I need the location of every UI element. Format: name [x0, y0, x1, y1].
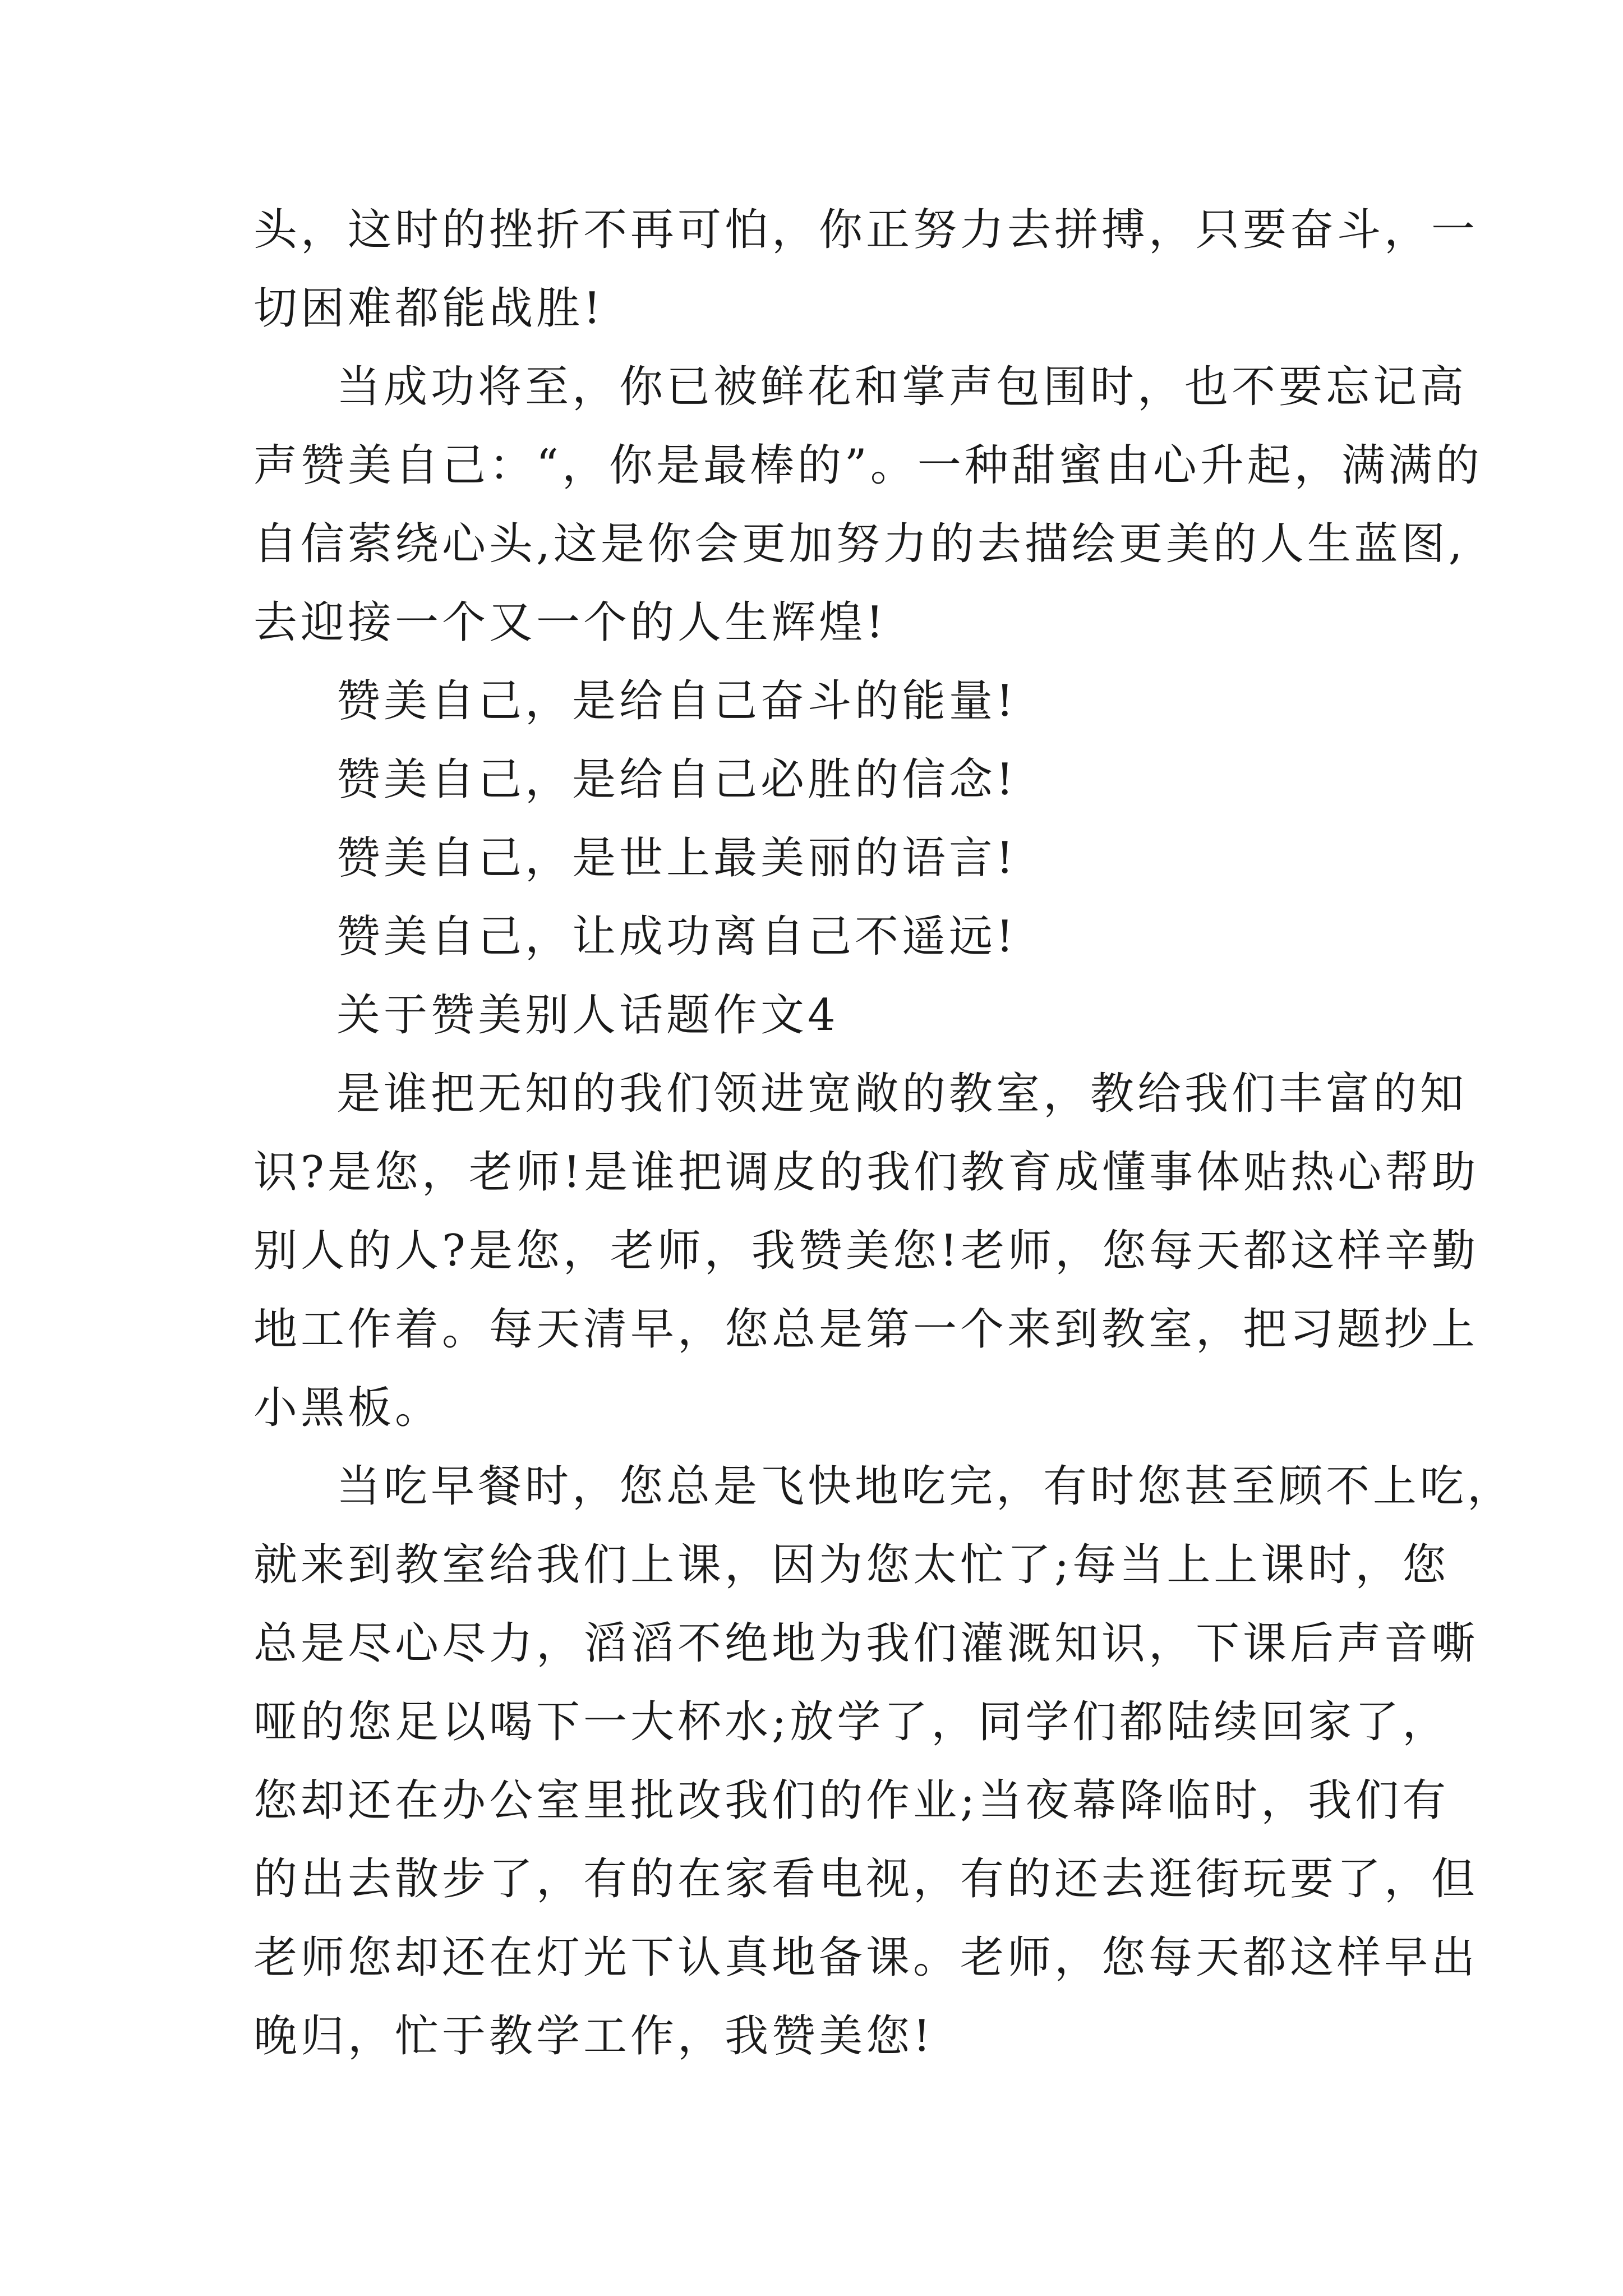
text-line: 小黑板。 [253, 1383, 442, 1433]
paragraph-first-line: 是谁把无知的我们领进宽敞的教室，教给我们丰富的知 [336, 1069, 1468, 1119]
text-line: 地工作着。每天清早，您总是第一个来到教室，把习题抄上 [253, 1304, 1479, 1355]
paragraph-first-line: 赞美自己，是给自己必胜的信念! [336, 754, 1017, 805]
paragraph-first-line: 赞美自己，是世上最美丽的语言! [336, 833, 1017, 884]
paragraph-first-line: 当成功将至，你已被鲜花和掌声包围时，也不要忘记高 [336, 362, 1468, 412]
paragraph-first-line: 当吃早餐时，您总是飞快地吃完，有时您甚至顾不上吃， [336, 1461, 1515, 1512]
text-line: 别人的人?是您，老师，我赞美您!老师，您每天都这样辛勤 [253, 1226, 1479, 1276]
text-line: 头，这时的挫折不再可怕，你正努力去拼搏，只要奋斗，一 [253, 205, 1479, 255]
text-line: 切困难都能战胜! [253, 283, 605, 334]
paragraph-first-line: 赞美自己，是给自己奋斗的能量! [336, 676, 1017, 726]
text-line: 自信萦绕心头,这是你会更加努力的去描绘更美的人生蓝图, [253, 519, 1466, 569]
text-line: 您却还在办公室里批改我们的作业;当夜幕降临时，我们有 [253, 1775, 1450, 1826]
text-line: 哑的您足以喝下一大杯水;放学了，同学们都陆续回家了， [253, 1697, 1450, 1747]
text-line: 声赞美自己：“，你是最棒的”。一种甜蜜由心升起，满满的 [253, 440, 1483, 491]
text-line: 识?是您，老师!是谁把调皮的我们教育成懂事体贴热心帮助 [253, 1147, 1479, 1198]
text-line: 就来到教室给我们上课，因为您太忙了;每当上上课时，您 [253, 1540, 1450, 1590]
text-line: 老师您却还在灯光下认真地备课。老师，您每天都这样早出 [253, 1932, 1479, 1983]
text-line: 总是尽心尽力，滔滔不绝地为我们灌溉知识，下课后声音嘶 [253, 1618, 1479, 1669]
text-line: 的出去散步了，有的在家看电视，有的还去逛街玩要了，但 [253, 1854, 1479, 1904]
text-line: 晚归，忙于教学工作，我赞美您! [253, 2011, 934, 2062]
text-line: 去迎接一个又一个的人生辉煌! [253, 597, 887, 648]
paragraph-first-line: 赞美自己，让成功离自己不遥远! [336, 912, 1017, 962]
section-heading: 关于赞美别人话题作文4 [336, 990, 839, 1041]
